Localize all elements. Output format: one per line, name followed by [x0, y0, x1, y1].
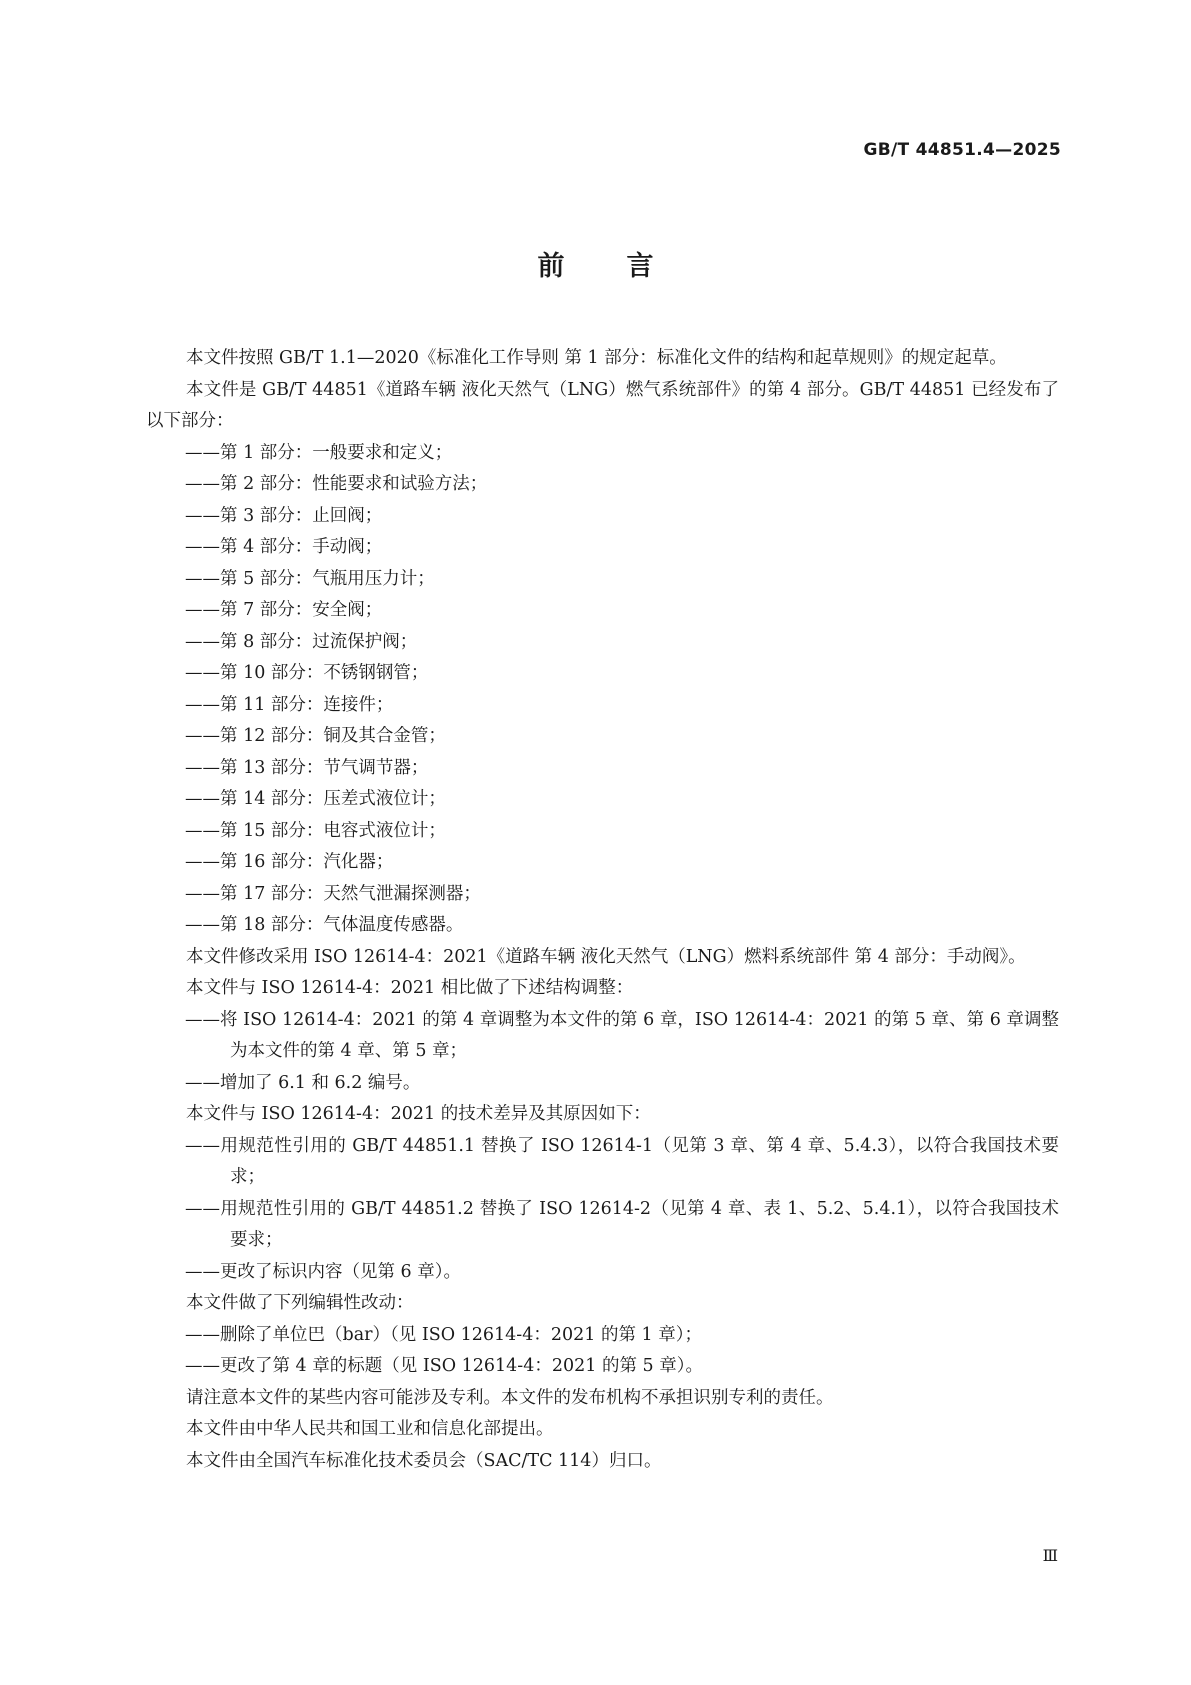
paragraph-administrator: 本文件由全国汽车标准化技术委员会（SAC/TC 114）归口。: [186, 1450, 662, 1471]
list-item: ——第 7 部分：安全阀；: [185, 600, 383, 620]
list-item: ——用规范性引用的 GB/T 44851.2 替换了 ISO 12614-2（见第 4 章、表 1、5.2、5.4.1），以符合我国技术要求；: [185, 1198, 1059, 1250]
list-item: ——第 1 部分：一般要求和定义；: [185, 442, 453, 463]
list-item: ——将 ISO 12614-4：2021 的第 4 章调整为本文件的第 6 章，ISO 12614-4：2021 的第 5 章、第 6 章调整为本文件的第 4 章、第 5 章；: [185, 1009, 1059, 1061]
list-item: ——删除了单位巴（bar）（见 ISO 12614-4：2021 的第 1 章）；: [185, 1324, 702, 1345]
paragraph-patent-notice: 请注意本文件的某些内容可能涉及专利。本文件的发布机构不承担识别专利的责任。: [186, 1387, 834, 1408]
list-item: ——第 13 部分：节气调节器；: [185, 757, 429, 778]
list-item: ——第 5 部分：气瓶用压力计；: [185, 568, 435, 589]
list-item: ——第 17 部分：天然气泄漏探测器；: [185, 883, 481, 904]
list-item: ——第 10 部分：不锈钢钢管；: [185, 663, 429, 683]
list-item: ——第 4 部分：手动阀；: [185, 537, 383, 557]
paragraph-drafting-basis: 本文件按照 GB/T 1.1—2020《标准化工作导则 第 1 部分：标准化文件的结构和起草规则》的规定起草。: [186, 348, 1007, 368]
foreword-body: [146, 343, 1059, 1477]
list-item: ——增加了 6.1 和 6.2 编号。: [185, 1072, 421, 1093]
list-item: ——用规范性引用的 GB/T 44851.1 替换了 ISO 12614-1（见第 3 章、第 4 章、5.4.3），以符合我国技术要求；: [185, 1135, 1059, 1187]
paragraph-editorial-intro: 本文件做了下列编辑性改动：: [186, 1293, 414, 1313]
list-item: ——第 18 部分：气体温度传感器。: [185, 915, 464, 935]
list-item: ——第 14 部分：压差式液位计；: [185, 789, 446, 809]
paragraph-technical-intro: 本文件与 ISO 12614-4：2021 的技术差异及其原因如下：: [186, 1104, 651, 1124]
standard-code: GB/T 44851.4—2025: [863, 140, 1061, 160]
page-title: 前言: [537, 251, 716, 282]
list-item: ——更改了第 4 章的标题（见 ISO 12614-4：2021 的第 5 章）。: [185, 1356, 703, 1376]
list-item: ——第 12 部分：铜及其合金管；: [185, 726, 446, 746]
list-item: ——第 3 部分：止回阀；: [185, 505, 383, 526]
page-number: Ⅲ: [1042, 1546, 1058, 1565]
paragraph-adoption: 本文件修改采用 ISO 12614-4：2021《道路车辆 液化天然气（LNG）燃料系统部件 第 4 部分：手动阀》。: [186, 946, 1026, 967]
list-item: ——第 2 部分：性能要求和试验方法；: [185, 474, 488, 494]
list-item: ——更改了标识内容（见第 6 章）。: [185, 1261, 462, 1282]
paragraph-series-info: 本文件是 GB/T 44851《道路车辆 液化天然气（LNG）燃气系统部件》的第 4 部分。GB/T 44851 已经发布了以下部分：: [146, 379, 1059, 431]
paragraph-proposer: 本文件由中华人民共和国工业和信息化部提出。: [186, 1419, 554, 1439]
list-item: ——第 16 部分：汽化器；: [185, 852, 394, 872]
paragraph-structural-intro: 本文件与 ISO 12614-4：2021 相比做了下述结构调整：: [186, 978, 634, 998]
list-item: ——第 8 部分：过流保护阀；: [185, 631, 418, 652]
list-item: ——第 11 部分：连接件；: [185, 694, 394, 715]
list-item: ——第 15 部分：电容式液位计；: [185, 820, 446, 841]
